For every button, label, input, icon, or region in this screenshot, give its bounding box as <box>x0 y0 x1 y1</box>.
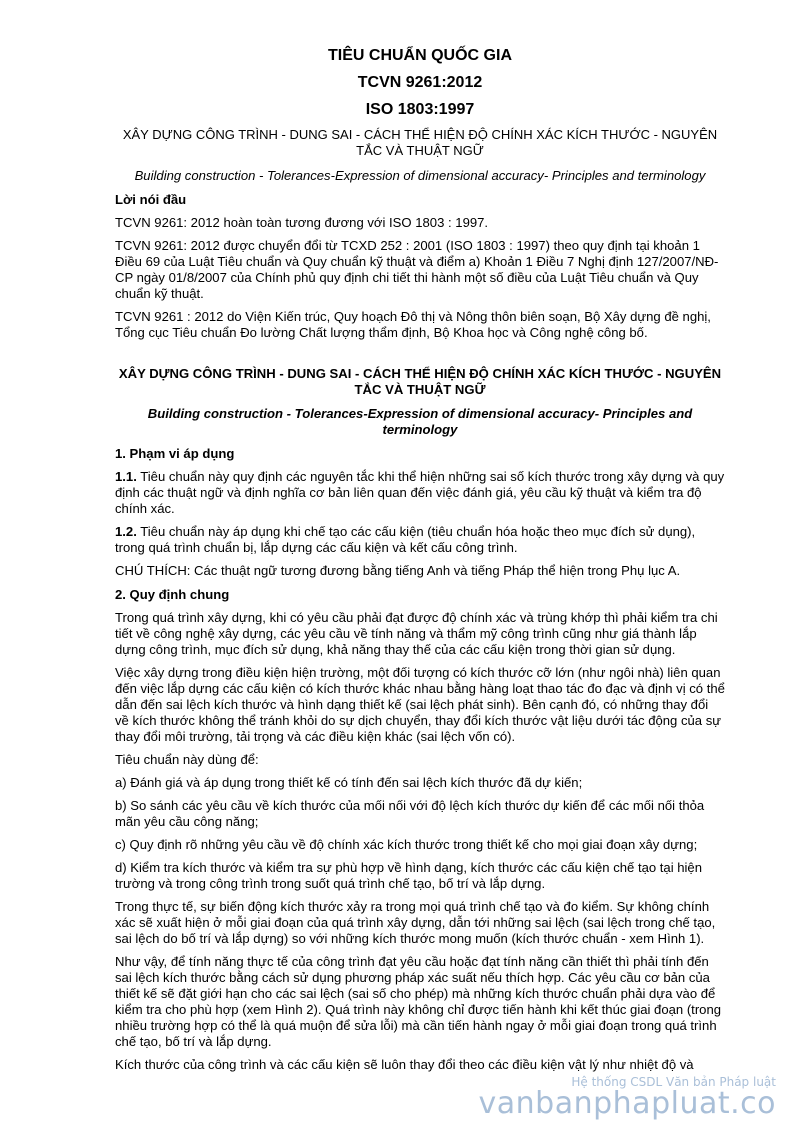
section-heading: 2. Quy định chung <box>115 587 230 602</box>
watermark <box>479 1075 776 1119</box>
document-page <box>115 40 725 1080</box>
watermark-site: vanbanphapluat.co <box>478 1086 776 1121</box>
clause-text: Tiêu chuẩn này áp dụng khi chế tạo các cấu kiện (tiêu chuẩn hóa hoặc theo mục đích sử dụng), trong quá trình chuẩn bị, lắp dựng các cấu kiện và kết cấu công trình. <box>115 524 696 555</box>
list-item: d) Kiểm tra kích thước và kiểm tra sự phù hợp về hình dạng, kích thước các cấu kiện chế tạo tại hiện trường và trong công trình trong suốt quá trình chế tạo, bố trí và lắp dựng. <box>115 860 703 891</box>
iso-code: ISO 1803:1997 <box>365 101 475 118</box>
clause <box>115 469 725 517</box>
document-subtitle-vi: XÂY DỰNG CÔNG TRÌNH - DUNG SAI - CÁCH THỂ HIỆN ĐỘ CHÍNH XÁC KÍCH THƯỚC - NGUYÊN TẮC VÀ THUẬT NGỮ <box>122 127 718 158</box>
watermark-caption: Hệ thống CSDL Văn bản Pháp luật <box>571 1075 776 1089</box>
main-title-en: Building construction - Tolerances-Expression of dimensional accuracy- Principles and terminology <box>147 406 693 437</box>
paragraph: Kích thước của công trình và các cấu kiện sẽ luôn thay đổi theo các điều kiện vật lý như nhiệt độ và <box>115 1057 694 1072</box>
foreword-heading: Lời nói đầu <box>115 192 187 207</box>
clause <box>115 524 725 556</box>
foreword-paragraph: TCVN 9261: 2012 hoàn toàn tương đương với ISO 1803 : 1997. <box>115 215 489 230</box>
paragraph: Việc xây dựng trong điều kiện hiện trường, một đối tượng có kích thước cỡ lớn (như ngôi nhà) liên quan đến việc lắp dựng các cấu kiện có kích thước khác nhau bằng hàng loạt thao tác đo đạc và định vị có thể dẫn đến sai lệch kích thước và hình dạng thiết kế (sai lệch phát sinh). Bên cạnh đó, có những thay đổi về kích thước không thể tránh khỏi do sự dịch chuyển, thay đổi kích thước vật liệu dưới tác động của sự thay đổi môi trường, tải trọng và các điều kiện khác (sai lệch vốn có). <box>115 665 725 744</box>
section-heading: 1. Phạm vi áp dụng <box>115 446 235 461</box>
list-item: a) Đánh giá và áp dụng trong thiết kế có tính đến sai lệch kích thước đã dự kiến; <box>115 775 583 790</box>
clause-number: 1.1. <box>115 469 137 484</box>
paragraph: Như vậy, để tính năng thực tế của công trình đạt yêu cầu hoặc đạt tính năng cần thiết thì phải tính đến sai lệch kích thước bằng cách sử dụng phương pháp xác suất nếu thích hợp. Các yêu cầu cơ bản của thiết kế sẽ đặt giới hạn cho các sai lệch (sai số cho phép) mà những kích thước chuẩn phải dựa vào để kiểm tra cho phù hợp (xem Hình 2). Quá trình này không chỉ được tiến hành khi kết thúc giai đoạn (trong nhiều trường hợp có thể là quá muộn để sửa lỗi) mà cần tiến hành ngay ở mỗi giai đoạn trong quá trình chế tạo, bố trí và lắp dựng. <box>115 954 722 1049</box>
document-subtitle-en: Building construction - Tolerances-Expression of dimensional accuracy- Principles and terminology <box>134 168 706 183</box>
paragraph: Trong thực tế, sự biến động kích thước xảy ra trong mọi quá trình chế tạo và đo kiểm. Sự không chính xác sẽ xuất hiện ở mỗi giai đoạn của quá trình xây dựng, dẫn tới những sai lệch (sai lệch trong chế tạo, sai lệch do bố trí và lắp dựng) so với những kích thước mong muốn (kích thước chuẩn - xem Hình 1). <box>115 899 716 946</box>
list-item: b) So sánh các yêu cầu về kích thước của mối nối với độ lệch kích thước dự kiến để các mối nối thỏa mãn yêu cầu công năng; <box>115 798 705 829</box>
foreword-paragraph: TCVN 9261: 2012 được chuyển đổi từ TCXD 252 : 2001 (ISO 1803 : 1997) theo quy định tại khoản 1 Điều 69 của Luật Tiêu chuẩn và Quy chuẩn kỹ thuật và điểm a) Khoản 1 Điều 7 Nghị định 127/2007/NĐ-CP ngày 01/8/2007 của Chính phủ quy định chi tiết thi hành một số điều của Luật Tiêu chuẩn và Quy chuẩn kỹ thuật. <box>115 238 719 301</box>
list-item: c) Quy định rõ những yêu cầu về độ chính xác kích thước trong thiết kế cho mọi giai đoạn xây dựng; <box>115 837 698 852</box>
note: CHÚ THÍCH: Các thuật ngữ tương đương bằng tiếng Anh và tiếng Pháp thể hiện trong Phụ lục A. <box>115 563 681 578</box>
foreword-paragraph: TCVN 9261 : 2012 do Viện Kiến trúc, Quy hoạch Đô thị và Nông thôn biên soạn, Bộ Xây dựng đề nghị, Tổng cục Tiêu chuẩn Đo lường Chất lượng thẩm định, Bộ Khoa học và Công nghệ công bố. <box>115 309 711 340</box>
clause-text: Tiêu chuẩn này quy định các nguyên tắc khi thể hiện những sai số kích thước trong xây dựng và quy định các thuật ngữ và định nghĩa cơ bản liên quan đến việc đánh giá, yêu cầu kỹ thuật và kiểm tra độ chính xác. <box>115 469 725 516</box>
standard-code: TCVN 9261:2012 <box>357 74 483 91</box>
paragraph: Tiêu chuẩn này dùng để: <box>115 752 259 767</box>
document-title: TIÊU CHUẨN QUỐC GIA <box>328 47 512 64</box>
main-title-vi: XÂY DỰNG CÔNG TRÌNH - DUNG SAI - CÁCH THỂ HIỆN ĐỘ CHÍNH XÁC KÍCH THƯỚC - NGUYÊN TẮC VÀ THUẬT NGỮ <box>118 366 722 397</box>
clause-number: 1.2. <box>115 524 137 539</box>
paragraph: Trong quá trình xây dựng, khi có yêu cầu phải đạt được độ chính xác và trùng khớp thì phải kiểm tra chi tiết về công nghệ xây dựng, các yêu cầu về tính năng và thẩm mỹ công trình cũng như giá thành lắp dựng công trình, mục đích sử dụng, khả năng thay thế của các cấu kiện trong thời gian sử dụng. <box>115 610 718 657</box>
